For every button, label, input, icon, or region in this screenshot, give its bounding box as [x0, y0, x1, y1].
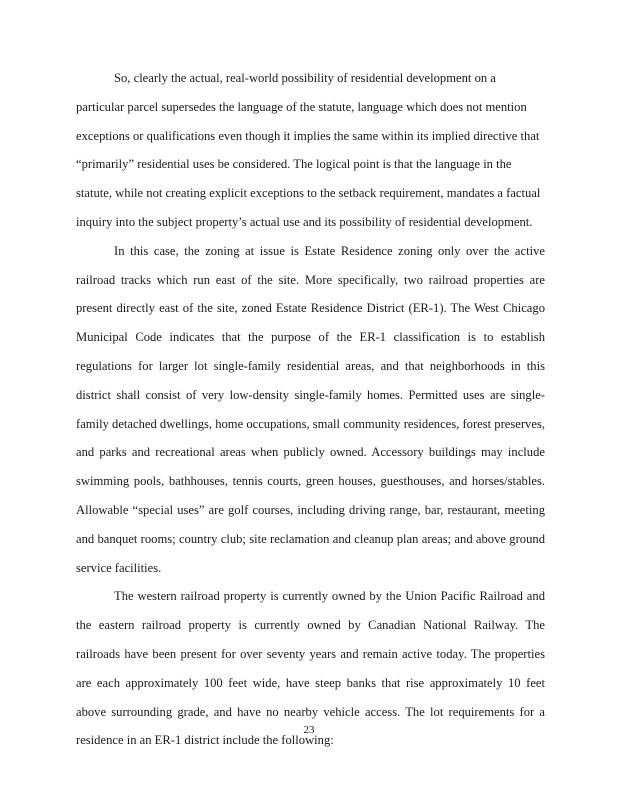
- paragraph-2: In this case, the zoning at issue is Estate Residence zoning only over the active railroad tracks which run east of the site. More specifically, two railroad properties are present directly east of the site, zoned Estate Residence District (ER-1). The West Chicago Municipal Code indicates that the purpose of the ER-1 classification is to establish regulations for larger lot single-family residential areas, and that neighborhoods in this district shall consist of very low-density single-family homes. Permitted uses are single-family detached dwellings, home occupations, small community residences, forest preserves, and parks and recreational areas when publicly owned. Accessory buildings may include swimming pools, bathhouses, tennis courts, green houses, guesthouses, and horses/stables. Allowable “special uses” are golf courses, including driving range, bar, restaurant, meeting and banquet rooms; country club; site reclamation and cleanup plan areas; and above ground service facilities.: [76, 243, 545, 575]
- paragraph-3: The western railroad property is currently owned by the Union Pacific Railroad and the eastern railroad property is currently owned by Canadian National Railway. The railroads have been present for over seventy years and remain active today. The properties are each approximately 100 feet wide, have steep banks that rise approximately 10 feet above surrounding grade, and have no nearby vehicle access. The lot requirements for a residence in an ER-1 district include the following:: [76, 589, 545, 748]
- page-number: 23: [303, 724, 315, 736]
- paragraph-1: So, clearly the actual, real-world possibility of residential development on a particular parcel supersedes the language of the statute, language which does not mention exceptions or qualifications even though it implies the same within its implied directive that “primarily” residential uses be considered. The logical point is that the language in the statute, while not creating explicit exceptions to the setback requirement, mandates a factual inquiry into the subject property’s actual use and its possibility of residential development.: [76, 71, 541, 229]
- document-body: [76, 64, 545, 755]
